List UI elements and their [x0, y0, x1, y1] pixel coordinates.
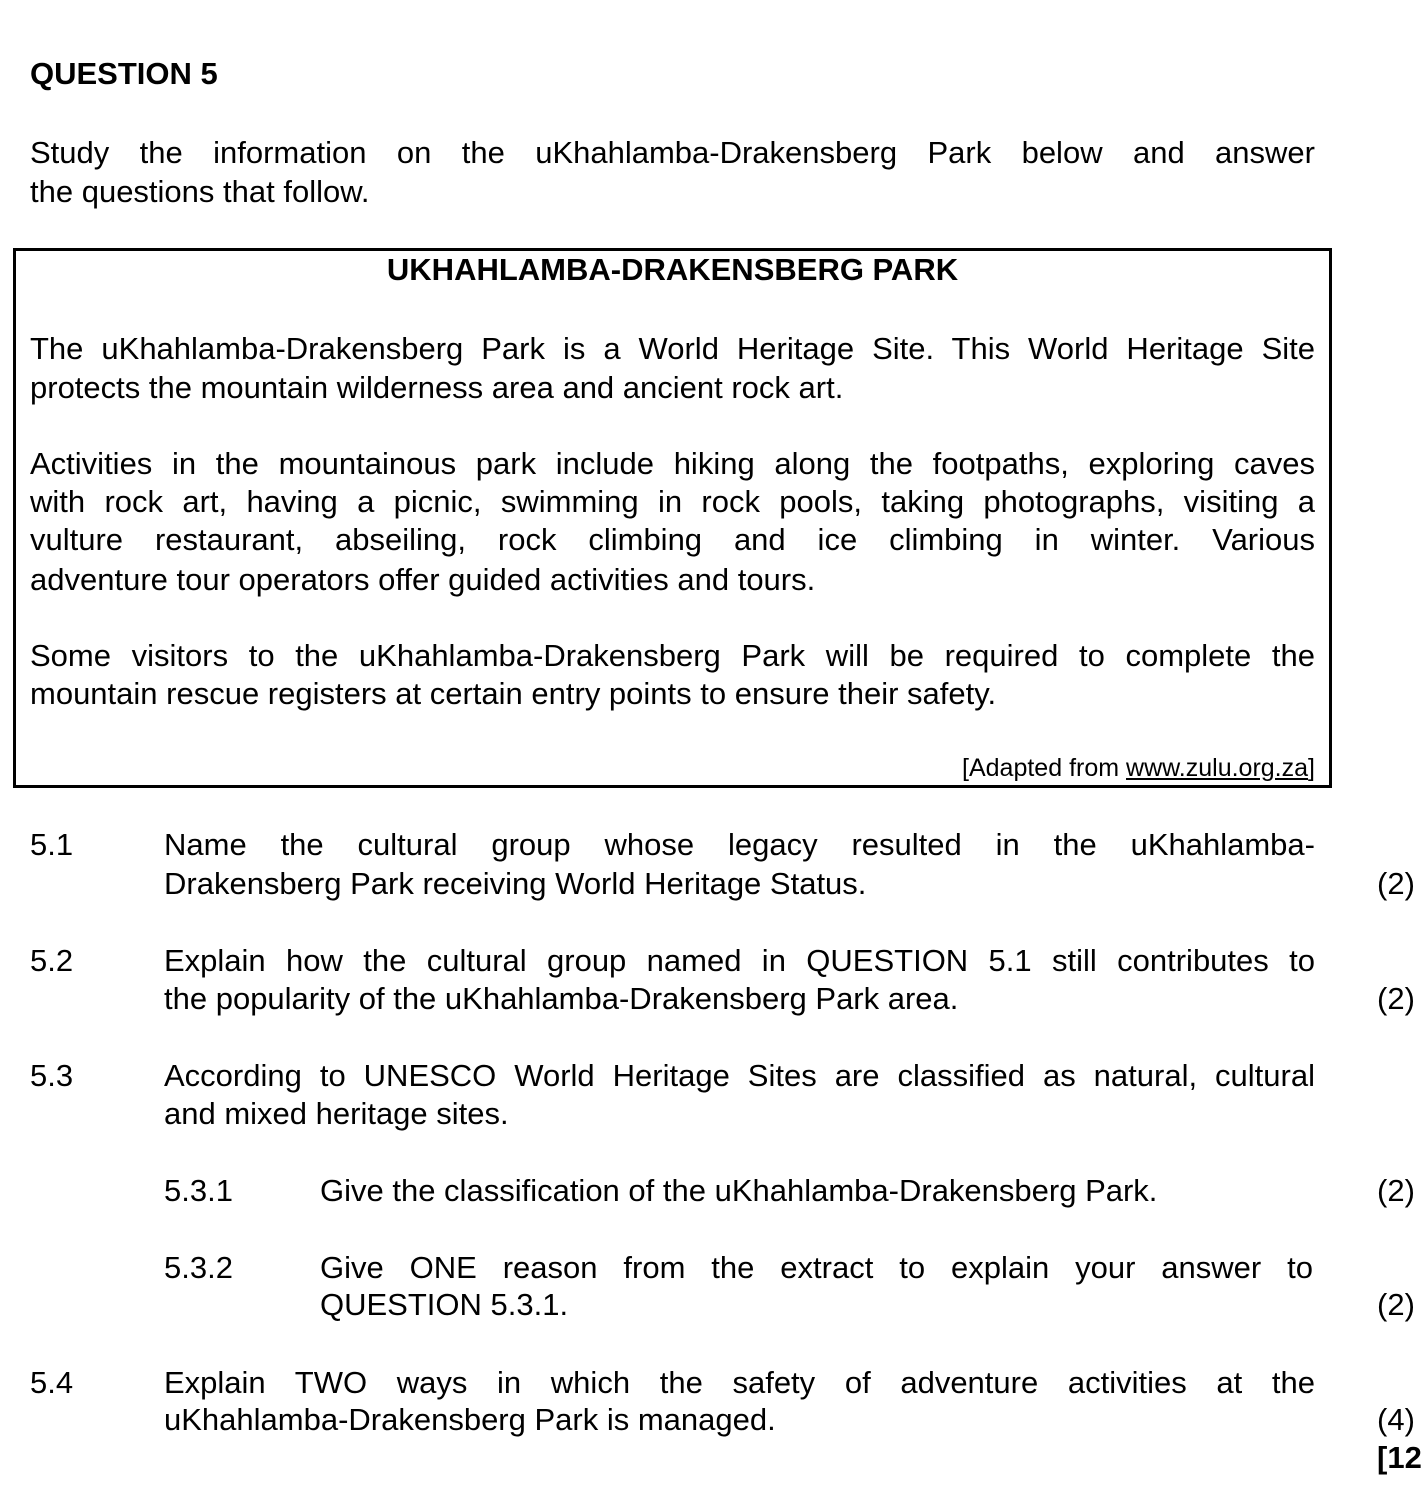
question-5-3-line-1: According to UNESCO World Heritage Sites are classified as natural, cultural: [164, 1058, 1315, 1093]
question-5-3-2-line-2: QUESTION 5.3.1.: [320, 1287, 569, 1322]
marks-5-3-1: (2): [1377, 1173, 1415, 1208]
question-number-5-3-1: 5.3.1: [164, 1173, 233, 1208]
question-number-5-3: 5.3: [30, 1058, 74, 1093]
question-number-5-3-2: 5.3.2: [164, 1250, 233, 1285]
marks-5-4: (4): [1377, 1402, 1415, 1437]
source-prefix: [Adapted from: [962, 754, 1127, 782]
extract-source: [30, 753, 1315, 783]
marks-5-2: (2): [1377, 981, 1415, 1016]
extract-title: UKHAHLAMBA-DRAKENSBERG PARK: [386, 252, 959, 287]
question-5-3-line-2: and mixed heritage sites.: [164, 1096, 509, 1131]
intro-line-2: the questions that follow.: [30, 174, 370, 209]
question-5-1-line-2: Drakensberg Park receiving World Heritage Status.: [164, 866, 867, 901]
intro-line-1: Study the information on the uKhahlamba-Drakensberg Park below and answer: [30, 135, 1315, 170]
extract-p2-line-3: vulture restaurant, abseiling, rock climbing and ice climbing in winter. Various: [30, 522, 1315, 557]
extract-p3-line-2: mountain rescue registers at certain entry points to ensure their safety.: [30, 676, 997, 711]
extract-p2-line-1: Activities in the mountainous park include hiking along the footpaths, exploring caves: [30, 446, 1315, 481]
question-5-3-2-line-1: Give ONE reason from the extract to explain your answer to: [320, 1250, 1313, 1285]
question-number-5-4: 5.4: [30, 1365, 74, 1400]
marks-5-3-2: (2): [1377, 1287, 1415, 1322]
extract-p1-line-1: The uKhahlamba-Drakensberg Park is a World Heritage Site. This World Heritage Site: [30, 331, 1315, 366]
question-5-4-line-1: Explain TWO ways in which the safety of adventure activities at the: [164, 1365, 1315, 1400]
question-5-2-line-1: Explain how the cultural group named in QUESTION 5.1 still contributes to: [164, 943, 1315, 978]
question-5-2-line-2: the popularity of the uKhahlamba-Drakensberg Park area.: [164, 981, 959, 1016]
question-5-3-1-line-1: Give the classification of the uKhahlamba-Drakensberg Park.: [320, 1173, 1158, 1208]
total-marks: [12: [1377, 1440, 1422, 1475]
extract-p2-line-2: with rock art, having a picnic, swimming in rock pools, taking photographs, visiting a: [30, 484, 1315, 519]
extract-p3-line-1: Some visitors to the uKhahlamba-Drakensberg Park will be required to complete the: [30, 638, 1315, 673]
question-5-4-line-2: uKhahlamba-Drakensberg Park is managed.: [164, 1402, 776, 1437]
question-number-5-1: 5.1: [30, 827, 74, 862]
question-heading: QUESTION 5: [30, 56, 218, 91]
marks-5-1: (2): [1377, 866, 1415, 901]
extract-p1-line-2: protects the mountain wilderness area and ancient rock art.: [30, 370, 844, 405]
question-number-5-2: 5.2: [30, 943, 74, 978]
source-link[interactable]: www.zulu.org.za: [1126, 754, 1309, 782]
source-suffix: ]: [1308, 754, 1315, 782]
question-5-1-line-1: Name the cultural group whose legacy resulted in the uKhahlamba-: [164, 827, 1315, 862]
extract-p2-line-4: adventure tour operators offer guided activities and tours.: [30, 562, 816, 597]
